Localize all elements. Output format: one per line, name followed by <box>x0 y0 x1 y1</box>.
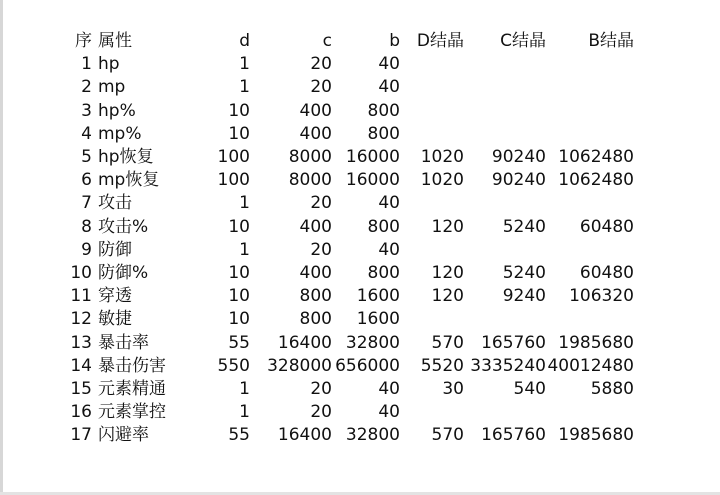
row-b-value: 1600 <box>356 286 400 307</box>
row-d-value: 1 <box>239 193 250 214</box>
row-b-crystal: 60480 <box>579 262 634 283</box>
row-index: 16 <box>70 402 92 423</box>
attribute-table <box>62 30 634 447</box>
row-b-crystal: 1985680 <box>558 332 634 353</box>
row-b-value: 16000 <box>345 147 400 168</box>
row-d-value: 100 <box>217 147 250 168</box>
row-c-crystal: 90240 <box>491 147 546 168</box>
header-index: 序 <box>75 31 92 52</box>
row-c-crystal: 165760 <box>481 332 546 353</box>
row-d-value: 1 <box>239 402 250 423</box>
row-b-crystal: 1062480 <box>558 147 634 168</box>
row-attribute: 元素精通 <box>98 378 166 399</box>
row-b-crystal: 1062480 <box>558 170 634 191</box>
row-c-value: 20 <box>310 402 332 423</box>
row-d-crystal: 1020 <box>420 170 464 191</box>
row-d-value: 1 <box>239 378 250 399</box>
row-b-crystal <box>546 76 634 99</box>
row-b-value: 656000 <box>335 355 400 376</box>
row-b-value: 800 <box>367 216 400 237</box>
row-b-value: 800 <box>367 123 400 144</box>
row-attribute: hp% <box>98 100 136 121</box>
row-attribute: 防御% <box>98 262 149 283</box>
row-d-crystal: 570 <box>431 425 464 446</box>
row-d-crystal: 120 <box>431 216 464 237</box>
row-index: 11 <box>70 286 92 307</box>
row-attribute: mp% <box>98 123 142 144</box>
row-attribute: 闪避率 <box>98 425 149 446</box>
row-attribute: 暴击伤害 <box>98 355 166 376</box>
row-c-crystal <box>464 308 546 331</box>
row-d-crystal: 570 <box>431 332 464 353</box>
row-d-value: 10 <box>228 123 250 144</box>
table-row <box>62 378 634 401</box>
row-d-crystal: 1020 <box>420 147 464 168</box>
row-b-value: 40 <box>378 239 400 260</box>
row-c-crystal <box>464 53 546 76</box>
row-index: 14 <box>70 355 92 376</box>
row-b-crystal <box>546 192 634 215</box>
row-d-value: 55 <box>228 332 250 353</box>
row-c-crystal <box>464 192 546 215</box>
row-index: 5 <box>81 147 92 168</box>
row-d-crystal: 120 <box>431 286 464 307</box>
table-row <box>62 146 634 169</box>
row-d-value: 1 <box>239 77 250 98</box>
row-c-value: 16400 <box>277 332 332 353</box>
table-row <box>62 123 634 146</box>
row-attribute: 攻击% <box>98 216 149 237</box>
table-row <box>62 100 634 123</box>
row-b-crystal <box>546 53 634 76</box>
row-index: 1 <box>81 54 92 75</box>
row-d-value: 55 <box>228 425 250 446</box>
row-index: 7 <box>81 193 92 214</box>
row-c-value: 800 <box>299 309 332 330</box>
table-row <box>62 192 634 215</box>
row-b-value: 40 <box>378 378 400 399</box>
row-attribute: 防御 <box>98 239 132 260</box>
row-d-value: 1 <box>239 54 250 75</box>
row-b-crystal: 5880 <box>590 378 634 399</box>
row-attribute: hp <box>98 54 120 75</box>
row-c-crystal: 3335240 <box>470 355 546 376</box>
row-index: 12 <box>70 309 92 330</box>
row-d-value: 550 <box>217 355 250 376</box>
row-index: 15 <box>70 378 92 399</box>
row-d-crystal: 30 <box>442 378 464 399</box>
table-row <box>62 331 634 354</box>
table-row <box>62 285 634 308</box>
header-b-crystal: B结晶 <box>588 31 634 52</box>
row-c-value: 20 <box>310 54 332 75</box>
row-index: 10 <box>70 262 92 283</box>
row-c-value: 400 <box>299 123 332 144</box>
row-c-value: 400 <box>299 100 332 121</box>
row-b-crystal <box>546 308 634 331</box>
row-d-crystal <box>400 239 464 262</box>
row-index: 17 <box>70 425 92 446</box>
row-d-value: 10 <box>228 286 250 307</box>
row-c-value: 328000 <box>267 355 332 376</box>
row-c-crystal <box>464 401 546 424</box>
row-b-value: 40 <box>378 77 400 98</box>
row-c-crystal: 5240 <box>502 216 546 237</box>
row-c-value: 8000 <box>288 170 332 191</box>
header-attribute: 属性 <box>98 31 132 52</box>
row-attribute: 敏捷 <box>98 309 132 330</box>
header-c: c <box>322 31 332 52</box>
row-c-crystal: 5240 <box>502 262 546 283</box>
row-c-value: 800 <box>299 286 332 307</box>
table-row <box>62 355 634 378</box>
row-c-value: 8000 <box>288 147 332 168</box>
row-attribute: 攻击 <box>98 193 132 214</box>
row-index: 3 <box>81 100 92 121</box>
row-c-value: 20 <box>310 378 332 399</box>
row-index: 8 <box>81 216 92 237</box>
table-row <box>62 53 634 76</box>
header-row <box>62 30 634 53</box>
row-b-crystal <box>546 100 634 123</box>
row-b-crystal <box>546 401 634 424</box>
row-b-value: 800 <box>367 100 400 121</box>
row-c-value: 400 <box>299 262 332 283</box>
table-row <box>62 262 634 285</box>
row-attribute: hp恢复 <box>98 147 154 168</box>
header-b: b <box>389 31 400 52</box>
header-c-crystal: C结晶 <box>500 31 546 52</box>
header-d-crystal: D结晶 <box>416 31 464 52</box>
row-d-value: 10 <box>228 309 250 330</box>
row-b-value: 1600 <box>356 309 400 330</box>
row-d-crystal <box>400 401 464 424</box>
row-c-crystal: 165760 <box>481 425 546 446</box>
row-attribute: 穿透 <box>98 286 132 307</box>
row-d-value: 100 <box>217 170 250 191</box>
row-d-crystal: 5520 <box>420 355 464 376</box>
table-header <box>62 30 634 53</box>
row-c-crystal <box>464 100 546 123</box>
row-d-crystal <box>400 100 464 123</box>
row-index: 4 <box>81 123 92 144</box>
row-index: 13 <box>70 332 92 353</box>
row-c-value: 400 <box>299 216 332 237</box>
row-d-crystal <box>400 123 464 146</box>
row-c-crystal <box>464 123 546 146</box>
row-d-value: 10 <box>228 216 250 237</box>
row-c-crystal: 9240 <box>502 286 546 307</box>
table-row <box>62 424 634 447</box>
row-b-value: 40 <box>378 402 400 423</box>
row-c-crystal: 90240 <box>491 170 546 191</box>
row-attribute: mp恢复 <box>98 170 160 191</box>
table-row <box>62 239 634 262</box>
row-b-value: 40 <box>378 193 400 214</box>
table-body <box>62 53 634 447</box>
left-border <box>0 0 3 495</box>
row-b-value: 800 <box>367 262 400 283</box>
row-d-crystal <box>400 76 464 99</box>
row-d-value: 1 <box>239 239 250 260</box>
row-c-crystal: 540 <box>513 378 546 399</box>
table-row <box>62 169 634 192</box>
row-b-crystal: 1985680 <box>558 425 634 446</box>
row-b-value: 32800 <box>345 425 400 446</box>
row-b-crystal: 40012480 <box>547 355 634 376</box>
row-attribute: 暴击率 <box>98 332 149 353</box>
row-c-crystal <box>464 76 546 99</box>
row-attribute: 元素掌控 <box>98 402 166 423</box>
row-b-value: 40 <box>378 54 400 75</box>
row-attribute: mp <box>98 77 126 98</box>
row-b-crystal <box>546 239 634 262</box>
row-index: 9 <box>81 239 92 260</box>
row-d-value: 10 <box>228 100 250 121</box>
row-d-crystal <box>400 53 464 76</box>
row-b-crystal: 106320 <box>569 286 634 307</box>
row-c-value: 20 <box>310 193 332 214</box>
row-c-value: 16400 <box>277 425 332 446</box>
table-row <box>62 216 634 239</box>
row-b-value: 32800 <box>345 332 400 353</box>
row-b-value: 16000 <box>345 170 400 191</box>
row-index: 2 <box>81 77 92 98</box>
table-row <box>62 401 634 424</box>
header-d: d <box>239 31 250 52</box>
row-c-value: 20 <box>310 239 332 260</box>
row-b-crystal: 60480 <box>579 216 634 237</box>
row-d-crystal: 120 <box>431 262 464 283</box>
table-row <box>62 76 634 99</box>
row-c-crystal <box>464 239 546 262</box>
row-d-crystal <box>400 192 464 215</box>
row-index: 6 <box>81 170 92 191</box>
table-row <box>62 308 634 331</box>
row-c-value: 20 <box>310 77 332 98</box>
row-d-crystal <box>400 308 464 331</box>
row-d-value: 10 <box>228 262 250 283</box>
row-b-crystal <box>546 123 634 146</box>
